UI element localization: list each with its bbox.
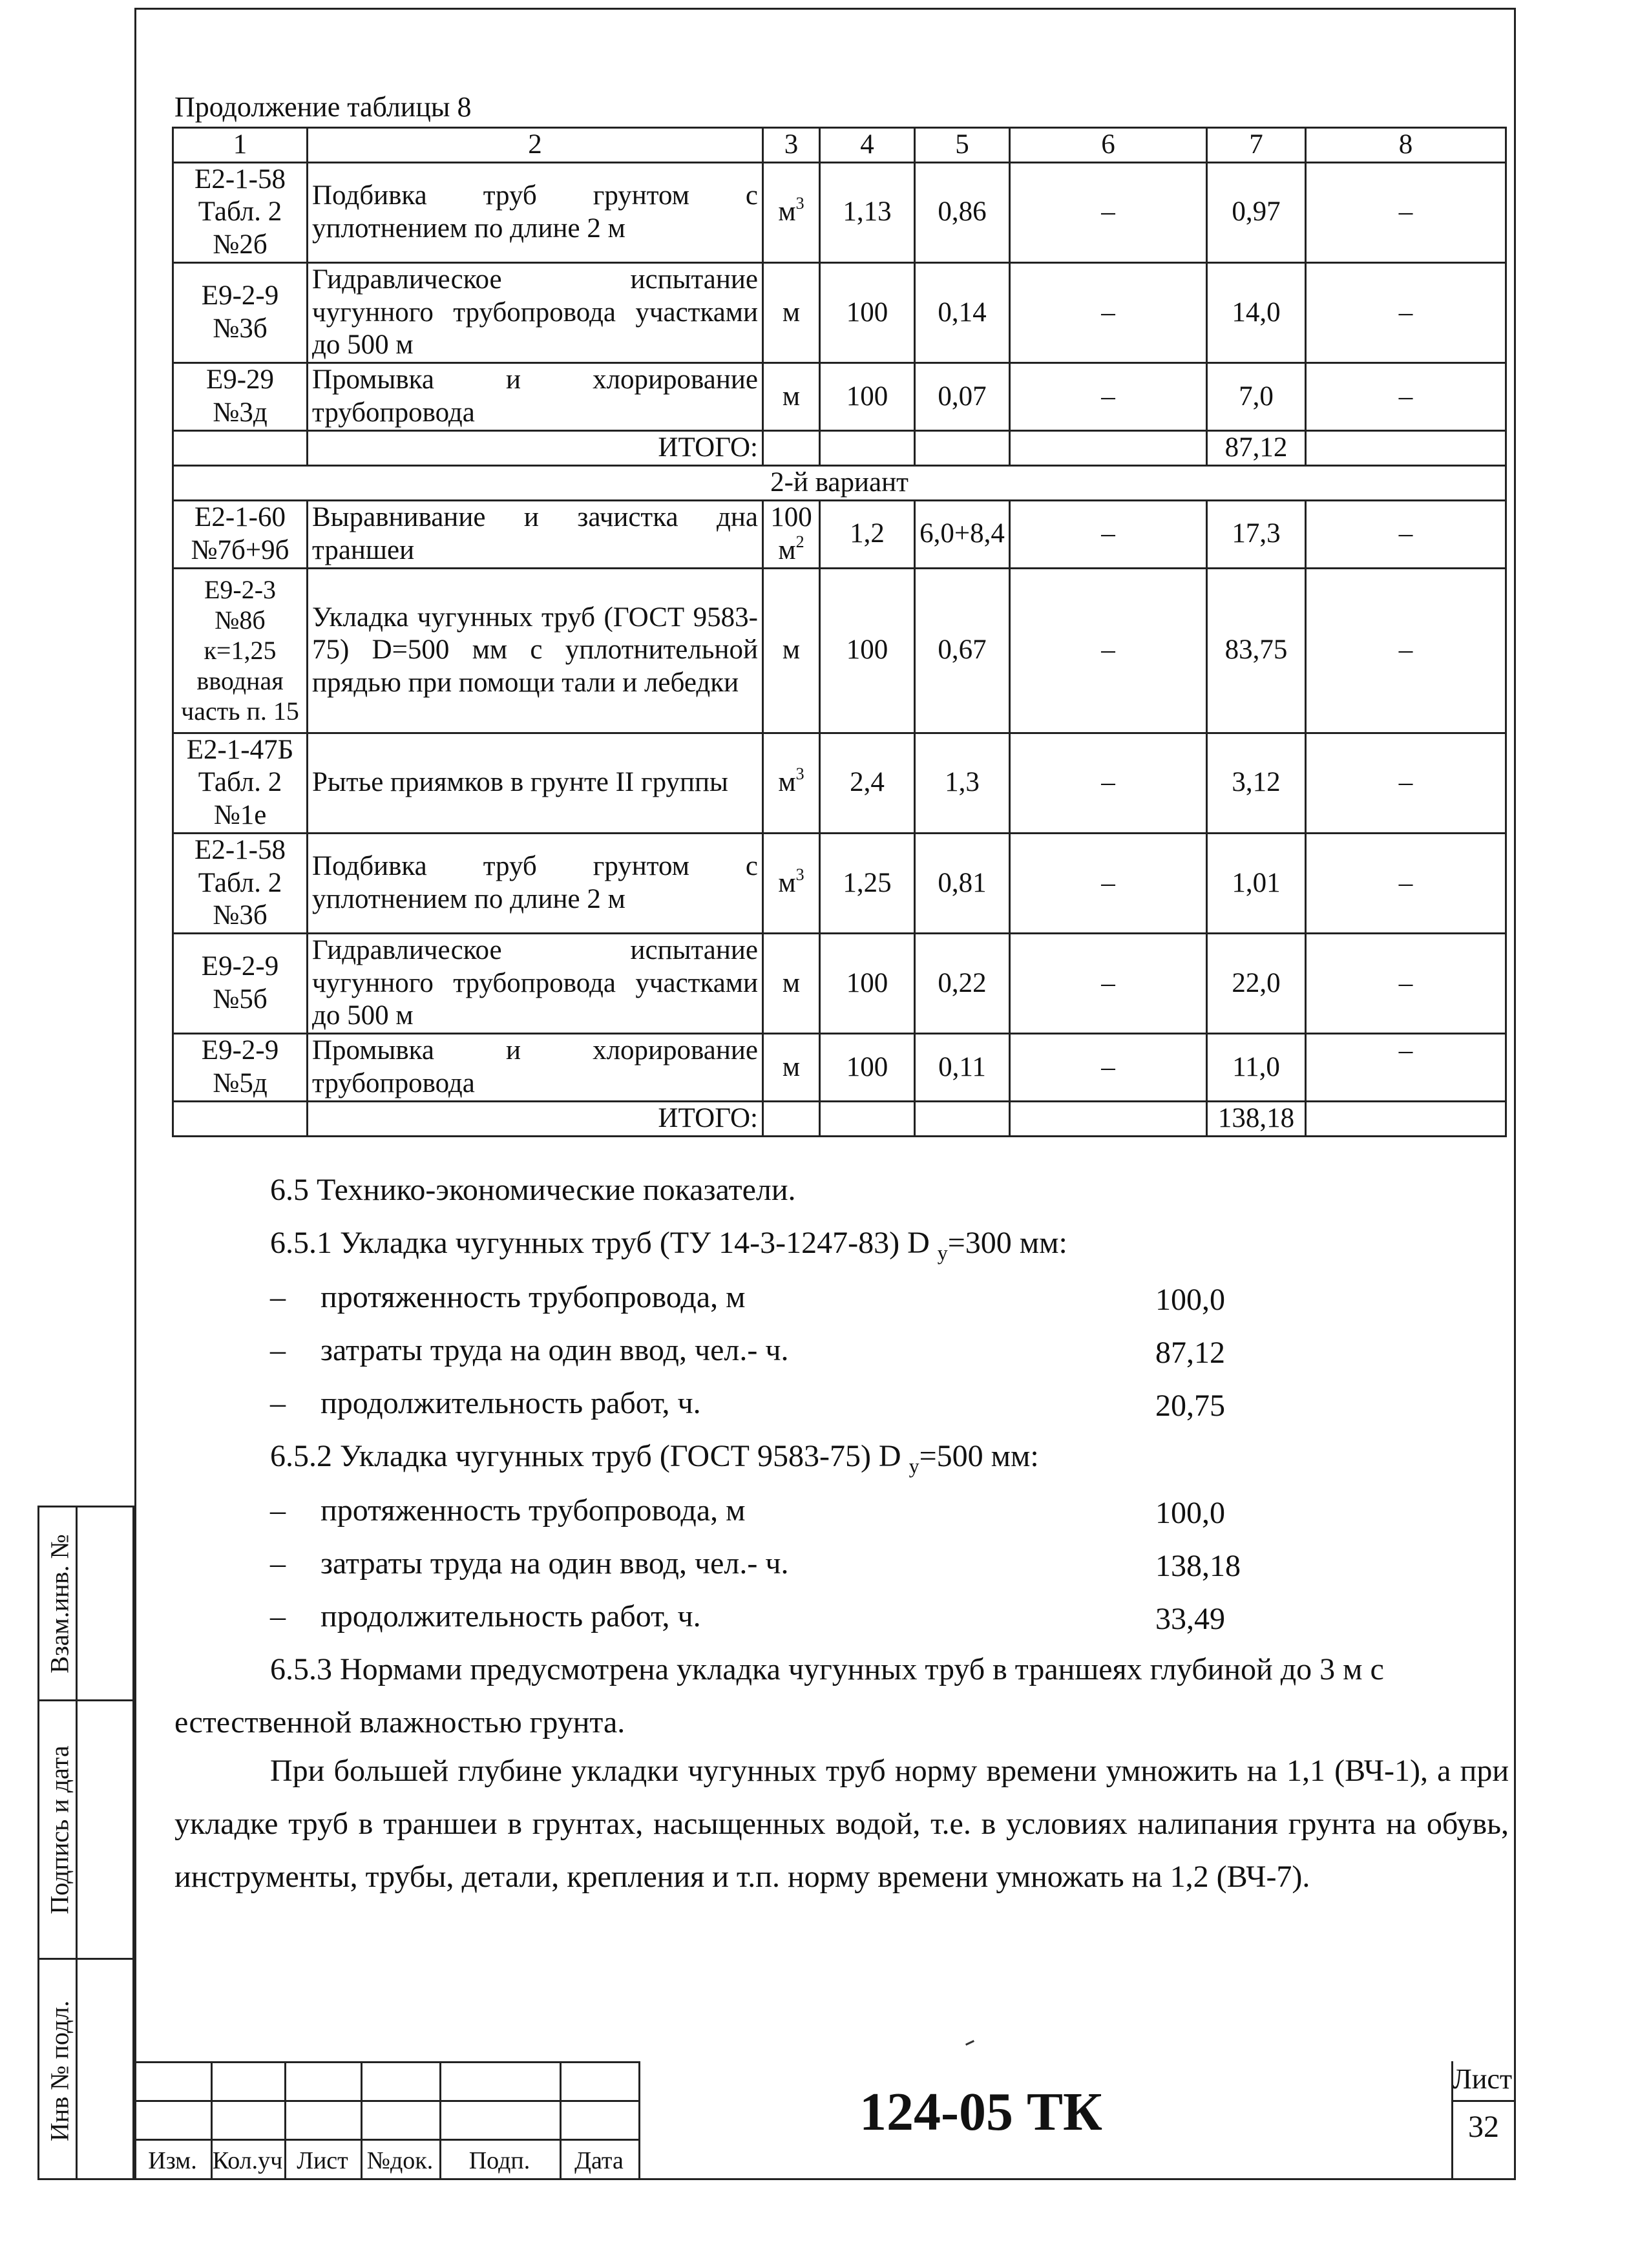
value-cell: 2,4 (820, 733, 915, 833)
value-cell: – (1306, 1034, 1506, 1102)
header-cell: 5 (915, 128, 1010, 163)
unit-cell: м (763, 568, 820, 733)
subsection-653-line2: естественной влажностью грунта. (174, 1705, 625, 1739)
desc-cell: Рытье приямков в грунте II группы (308, 733, 763, 833)
list-item-label: затраты труда на один ввод, чел.- ч. (320, 1333, 789, 1367)
value-cell: – (1010, 568, 1207, 733)
title-block-label: Дата (574, 2147, 624, 2174)
value-cell: 11,0 (1207, 1034, 1306, 1102)
total-label: ИТОГО: (308, 1102, 763, 1137)
section-heading: 6.5 Технико-экономические показатели. (270, 1173, 796, 1207)
unit-cell: 100 $м^2$ (763, 500, 820, 568)
sheet-number: 32 (1468, 2110, 1499, 2144)
value-cell: 0,22 (915, 934, 1010, 1034)
value-cell: 14,0 (1207, 262, 1306, 362)
header-cell: 2 (308, 128, 763, 163)
desc-cell: Укладка чугунных труб (ГОСТ 9583-75) D=500 мм с уплотнительной прядью при помощи тали и лебедки (308, 568, 763, 733)
header-cell: 8 (1306, 128, 1506, 163)
value-cell: – (1306, 500, 1506, 568)
subsection-652-title: 6.5.2 Укладка чугунных труб (ГОСТ 9583-75) D $_у$=500 мм: (270, 1439, 1039, 1478)
value-cell: – (1306, 162, 1506, 262)
value-cell: 100 (820, 1034, 915, 1102)
unit-cell: м (763, 363, 820, 431)
code-cell: Е2-1-60 №7б+9б (173, 500, 308, 568)
subsection-651-title: 6.5.1 Укладка чугунных труб (ТУ 14-3-1247-83) D $_у$=300 мм: (270, 1226, 1067, 1265)
code-cell: Е9-2-9 №5д (173, 1034, 308, 1102)
list-dash: – (270, 1599, 286, 1633)
table-row (173, 733, 1506, 833)
title-block-label: Лист (297, 2147, 348, 2174)
header-cell: 3 (763, 128, 820, 163)
value-cell: 100 (820, 363, 915, 431)
value-cell: – (1306, 262, 1506, 362)
value-cell: 6,0+8,4 (915, 500, 1010, 568)
list-dash: – (270, 1333, 286, 1367)
list-item-value: 87,12 (1155, 1336, 1225, 1370)
list-item-label: протяженность трубопровода, м (320, 1280, 746, 1314)
side-inv-label: Инв № подл. (45, 2000, 74, 2141)
total-label: ИТОГО: (308, 431, 763, 466)
list-item-label: протяженность трубопровода, м (320, 1493, 746, 1528)
value-cell: 7,0 (1207, 363, 1306, 431)
value-cell: – (1306, 733, 1506, 833)
list-item-value: 138,18 (1155, 1549, 1241, 1583)
value-cell: – (1306, 363, 1506, 431)
desc-cell: Гидравлическое испытание чугунного трубопровода участками до 500 м (308, 262, 763, 362)
table-row (173, 1034, 1506, 1102)
title-block-label: Изм. (148, 2147, 197, 2174)
total-row (173, 431, 1506, 466)
unit-cell: м (763, 934, 820, 1034)
value-cell: – (1010, 833, 1207, 933)
value-cell: – (1306, 833, 1506, 933)
desc-cell: Подбивка труб грунтом с уплотнением по длине 2 м (308, 833, 763, 933)
value-cell: 0,67 (915, 568, 1010, 733)
list-item-value: 100,0 (1155, 1496, 1225, 1530)
code-cell: Е9-2-9 №5б (173, 934, 308, 1034)
table-row (173, 262, 1506, 362)
unit-cell: $м^3$ (763, 733, 820, 833)
side-stamp (37, 1506, 134, 2180)
table-caption: Продолжение таблицы 8 (174, 91, 472, 123)
value-cell: 1,2 (820, 500, 915, 568)
value-cell: – (1010, 262, 1207, 362)
title-block (134, 2061, 1516, 2180)
value-cell: – (1010, 363, 1207, 431)
list-item-label: продолжительность работ, ч. (320, 1386, 701, 1420)
unit-cell: м (763, 262, 820, 362)
value-cell: – (1010, 500, 1207, 568)
variant-row (173, 465, 1506, 500)
table-row (173, 162, 1506, 262)
subsection-653-line1: 6.5.3 Нормами предусмотрена укладка чугунных труб в траншеях глубиной до 3 м с (270, 1652, 1384, 1686)
header-cell: 7 (1207, 128, 1306, 163)
table-row (173, 500, 1506, 568)
unit-cell: $м^3$ (763, 833, 820, 933)
value-cell: 0,14 (915, 262, 1010, 362)
desc-cell: Выравнивание и зачистка дна траншеи (308, 500, 763, 568)
code-cell: Е2-1-58 Табл. 2 №2б (173, 162, 308, 262)
header-cell: 4 (820, 128, 915, 163)
value-cell: 100 (820, 568, 915, 733)
value-cell: – (1010, 1034, 1207, 1102)
unit-cell: м (763, 1034, 820, 1102)
value-cell: – (1010, 162, 1207, 262)
value-cell: – (1010, 733, 1207, 833)
side-vzam-label: Взам.инв. № (45, 1533, 74, 1674)
value-cell: 22,0 (1207, 934, 1306, 1034)
value-cell: 0,86 (915, 162, 1010, 262)
value-cell: 0,07 (915, 363, 1010, 431)
list-dash: – (270, 1546, 286, 1580)
title-block-label: Кол.уч (212, 2147, 283, 2174)
sheet-label: Лист (1453, 2063, 1513, 2095)
header-cell: 6 (1010, 128, 1207, 163)
value-cell: – (1010, 934, 1207, 1034)
document-number: 124-05 ТК (859, 2082, 1102, 2142)
variant-label: 2-й вариант (173, 465, 1506, 500)
value-cell: – (1306, 568, 1506, 733)
title-block-label: №док. (366, 2147, 434, 2174)
value-cell: 1,25 (820, 833, 915, 933)
code-cell: Е9-29 №3д (173, 363, 308, 431)
list-item-value: 20,75 (1155, 1389, 1225, 1423)
list-item-label: продолжительность работ, ч. (320, 1599, 701, 1633)
table-row (173, 363, 1506, 431)
desc-cell: Гидравлическое испытание чугунного трубопровода участками до 500 м (308, 934, 763, 1034)
value-cell: 3,12 (1207, 733, 1306, 833)
table-header-row (173, 128, 1506, 163)
list-item-label: затраты труда на один ввод, чел.- ч. (320, 1546, 789, 1580)
value-cell: 0,81 (915, 833, 1010, 933)
paragraph-multiplier: При большей глубине укладки чугунных труб норму времени умножить на 1,1 (ВЧ-1), а при укладке труб в траншеи в грунтах, насыщенных водой, т.е. в условиях налипания грунта на обувь, инструменты, трубы, детали, крепления и т.п. норму времени умножать на 1,2 (ВЧ-7). (174, 1754, 1509, 1894)
list-item-value: 33,49 (1155, 1602, 1225, 1636)
desc-cell: Подбивка труб грунтом с уплотнением по длине 2 м (308, 162, 763, 262)
table-row (173, 568, 1506, 733)
side-podpis-label: Подпись и дата (45, 1745, 74, 1915)
code-cell: Е9-2-9 №3б (173, 262, 308, 362)
value-cell: 100 (820, 262, 915, 362)
table-row (173, 833, 1506, 933)
list-dash: – (270, 1386, 286, 1420)
unit-cell: $м^3$ (763, 162, 820, 262)
code-cell: Е9-2-3 №8б к=1,25 вводная часть п. 15 (173, 568, 308, 733)
list-dash: – (270, 1280, 286, 1314)
title-block-label: Подп. (468, 2147, 530, 2174)
value-cell: 0,97 (1207, 162, 1306, 262)
norms-table (172, 127, 1507, 1137)
value-cell: 1,01 (1207, 833, 1306, 933)
code-cell: Е2-1-47Б Табл. 2 №1е (173, 733, 308, 833)
desc-cell: Промывка и хлорирование трубопровода (308, 363, 763, 431)
value-cell: – (1306, 934, 1506, 1034)
value-cell: 83,75 (1207, 568, 1306, 733)
value-cell: 1,13 (820, 162, 915, 262)
desc-cell: Промывка и хлорирование трубопровода (308, 1034, 763, 1102)
total-value: 138,18 (1207, 1102, 1306, 1137)
header-cell: 1 (173, 128, 308, 163)
value-cell: 17,3 (1207, 500, 1306, 568)
list-dash: – (270, 1493, 286, 1528)
value-cell: 1,3 (915, 733, 1010, 833)
code-cell: Е2-1-58 Табл. 2 №3б (173, 833, 308, 933)
total-row (173, 1102, 1506, 1137)
total-value: 87,12 (1207, 431, 1306, 466)
table-row (173, 934, 1506, 1034)
list-item-value: 100,0 (1155, 1283, 1225, 1317)
value-cell: 100 (820, 934, 915, 1034)
value-cell: 0,11 (915, 1034, 1010, 1102)
